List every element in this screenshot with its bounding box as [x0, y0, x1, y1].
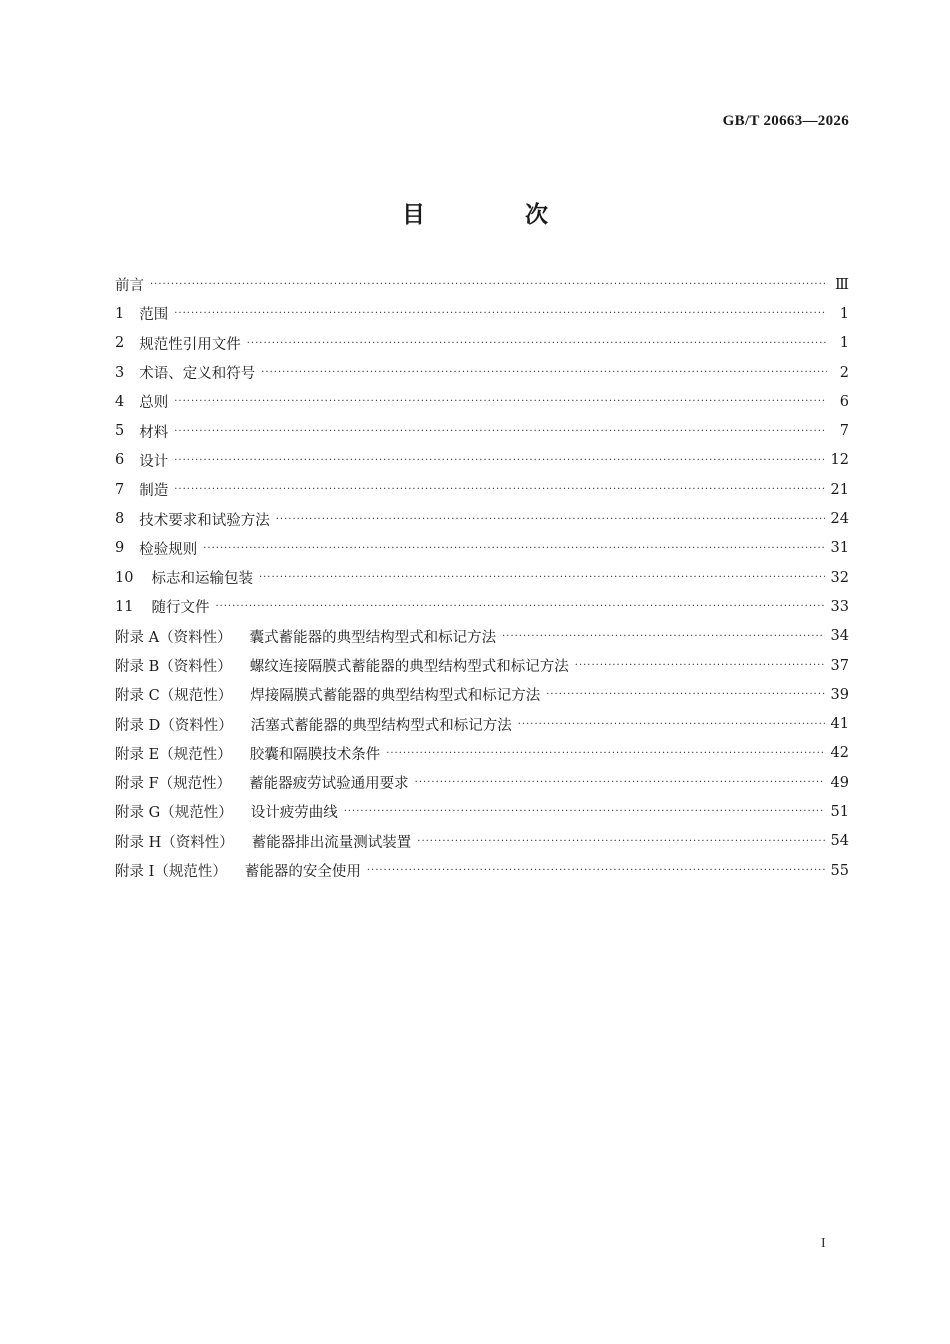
toc-leader-dots — [174, 484, 824, 495]
toc-entry-title: 规范性引用文件 — [139, 336, 241, 353]
toc-entry-number: 7 — [115, 481, 125, 498]
toc-entry[interactable] — [115, 768, 849, 797]
toc-entry-page: 51 — [830, 803, 849, 820]
toc-entry-number: 附录 D（资料性） — [115, 717, 233, 734]
toc-entry-page: 12 — [830, 452, 849, 469]
page-number: I — [821, 1236, 826, 1251]
toc-entry-page: 41 — [830, 716, 849, 733]
toc-leader-dots — [174, 426, 827, 437]
toc-entry-title: 前言 — [115, 278, 144, 295]
document-code: GB/T 20663—2026 — [722, 113, 849, 129]
toc-entry-page: 55 — [830, 862, 849, 879]
toc-entry-page: 34 — [830, 628, 849, 645]
toc-entry-title: 设计疲劳曲线 — [250, 805, 338, 822]
toc-entry[interactable] — [115, 329, 849, 358]
toc-entry-page: 24 — [830, 511, 849, 528]
toc-entry-number: 8 — [115, 511, 125, 528]
toc-entry-page: 31 — [830, 540, 849, 557]
toc-leader-dots — [367, 865, 825, 876]
toc-entry-number: 10 — [115, 569, 134, 586]
toc-entry-page: 32 — [830, 569, 849, 586]
toc-entry[interactable] — [115, 622, 849, 651]
toc-entry[interactable] — [115, 299, 849, 328]
toc-leader-dots — [386, 748, 824, 759]
toc-leader-dots — [575, 660, 825, 671]
toc-entry-page: Ⅲ — [835, 276, 849, 293]
toc-entry-number: 附录 E（规范性） — [115, 746, 232, 763]
toc-entry-page: 49 — [830, 774, 849, 791]
toc-entry-title: 总则 — [139, 395, 169, 412]
toc-title: 目 次 — [401, 202, 594, 228]
toc-leader-dots — [247, 338, 827, 349]
toc-entry-page: 39 — [830, 686, 849, 703]
toc-entry-number: 1 — [115, 305, 125, 322]
toc-entry-page: 1 — [839, 305, 849, 322]
toc-entry-number: 11 — [115, 598, 134, 615]
toc-entry-title: 蓄能器排出流量测试装置 — [251, 834, 412, 851]
toc-entry[interactable] — [115, 856, 849, 885]
toc-entry-number: 5 — [115, 423, 125, 440]
toc-entry-title: 囊式蓄能器的典型结构型式和标记方法 — [249, 629, 497, 646]
toc-entry-page: 37 — [830, 657, 849, 674]
toc-entry-title: 制造 — [139, 483, 169, 500]
toc-entry-number: 4 — [115, 393, 125, 410]
toc-entry[interactable] — [115, 563, 849, 592]
toc-leader-dots — [203, 543, 824, 554]
toc-entry[interactable] — [115, 827, 849, 856]
toc-entry-title: 蓄能器疲劳试验通用要求 — [249, 776, 409, 793]
toc-entry-title: 标志和运输包装 — [151, 571, 253, 588]
toc-entry[interactable] — [115, 534, 849, 563]
toc-entry-number: 附录 C（规范性） — [115, 688, 233, 705]
toc-entry[interactable] — [115, 358, 849, 387]
toc-entry-page: 7 — [839, 423, 849, 440]
toc-entry-number: 附录 F（规范性） — [115, 776, 232, 793]
toc-leader-dots — [518, 719, 825, 730]
toc-leader-dots — [276, 514, 825, 525]
toc-leader-dots — [417, 836, 824, 847]
toc-entry[interactable] — [115, 592, 849, 621]
toc-entry[interactable] — [115, 387, 849, 416]
table-of-contents — [115, 270, 849, 885]
toc-entry-title: 技术要求和试验方法 — [139, 512, 270, 529]
toc-leader-dots — [150, 279, 827, 290]
toc-entry-title: 焊接隔膜式蓄能器的典型结构型式和标记方法 — [250, 688, 541, 705]
toc-entry-title: 蓄能器的安全使用 — [244, 864, 361, 881]
toc-entry-number: 附录 B（资料性） — [115, 659, 232, 675]
toc-entry-page: 33 — [830, 598, 849, 615]
toc-entry-page: 42 — [830, 745, 849, 762]
toc-entry-page: 6 — [839, 393, 849, 410]
toc-entry-title: 随行文件 — [151, 600, 210, 617]
toc-entry-page: 21 — [830, 481, 849, 498]
toc-entry[interactable] — [115, 797, 849, 826]
toc-entry-title: 检验规则 — [139, 541, 198, 558]
toc-leader-dots — [215, 601, 824, 612]
toc-entry-number: 3 — [115, 364, 125, 381]
toc-entry-title: 设计 — [139, 453, 169, 470]
toc-entry[interactable] — [115, 651, 849, 680]
toc-entry-title: 活塞式蓄能器的典型结构型式和标记方法 — [250, 717, 512, 734]
toc-entry-number: 附录 H（资料性） — [115, 834, 234, 851]
toc-leader-dots — [259, 572, 825, 583]
toc-entry[interactable] — [115, 446, 849, 475]
toc-leader-dots — [344, 806, 825, 817]
toc-entry-number: 6 — [115, 452, 125, 469]
toc-entry[interactable] — [115, 416, 849, 445]
toc-leader-dots — [261, 367, 827, 378]
toc-entry-page: 54 — [830, 833, 849, 850]
toc-entry-number: 附录 I（规范性） — [115, 864, 227, 881]
toc-entry-title: 螺纹连接隔膜式蓄能器的典型结构型式和标记方法 — [249, 659, 569, 675]
toc-leader-dots — [546, 689, 824, 700]
toc-leader-dots — [174, 455, 824, 466]
toc-entry-page: 2 — [839, 364, 849, 381]
toc-entry-title: 范围 — [139, 307, 169, 324]
toc-entry-number: 2 — [115, 335, 125, 352]
toc-entry-number: 附录 A（资料性） — [115, 629, 232, 646]
toc-entry[interactable] — [115, 739, 849, 768]
toc-entry-title: 胶囊和隔膜技术条件 — [249, 746, 381, 763]
toc-entry[interactable] — [115, 709, 849, 738]
toc-leader-dots — [502, 631, 824, 642]
toc-leader-dots — [174, 396, 827, 407]
toc-entry[interactable] — [115, 270, 849, 299]
toc-entry-title: 材料 — [139, 424, 169, 441]
toc-entry[interactable] — [115, 504, 849, 533]
toc-entry-number: 9 — [115, 540, 125, 557]
toc-entry-number: 附录 G（规范性） — [115, 805, 233, 822]
toc-entry[interactable] — [115, 475, 849, 504]
toc-entry-title: 术语、定义和符号 — [139, 366, 256, 383]
toc-leader-dots — [415, 777, 825, 788]
toc-entry-page: 1 — [839, 335, 849, 352]
toc-leader-dots — [174, 308, 827, 319]
toc-entry[interactable] — [115, 680, 849, 709]
